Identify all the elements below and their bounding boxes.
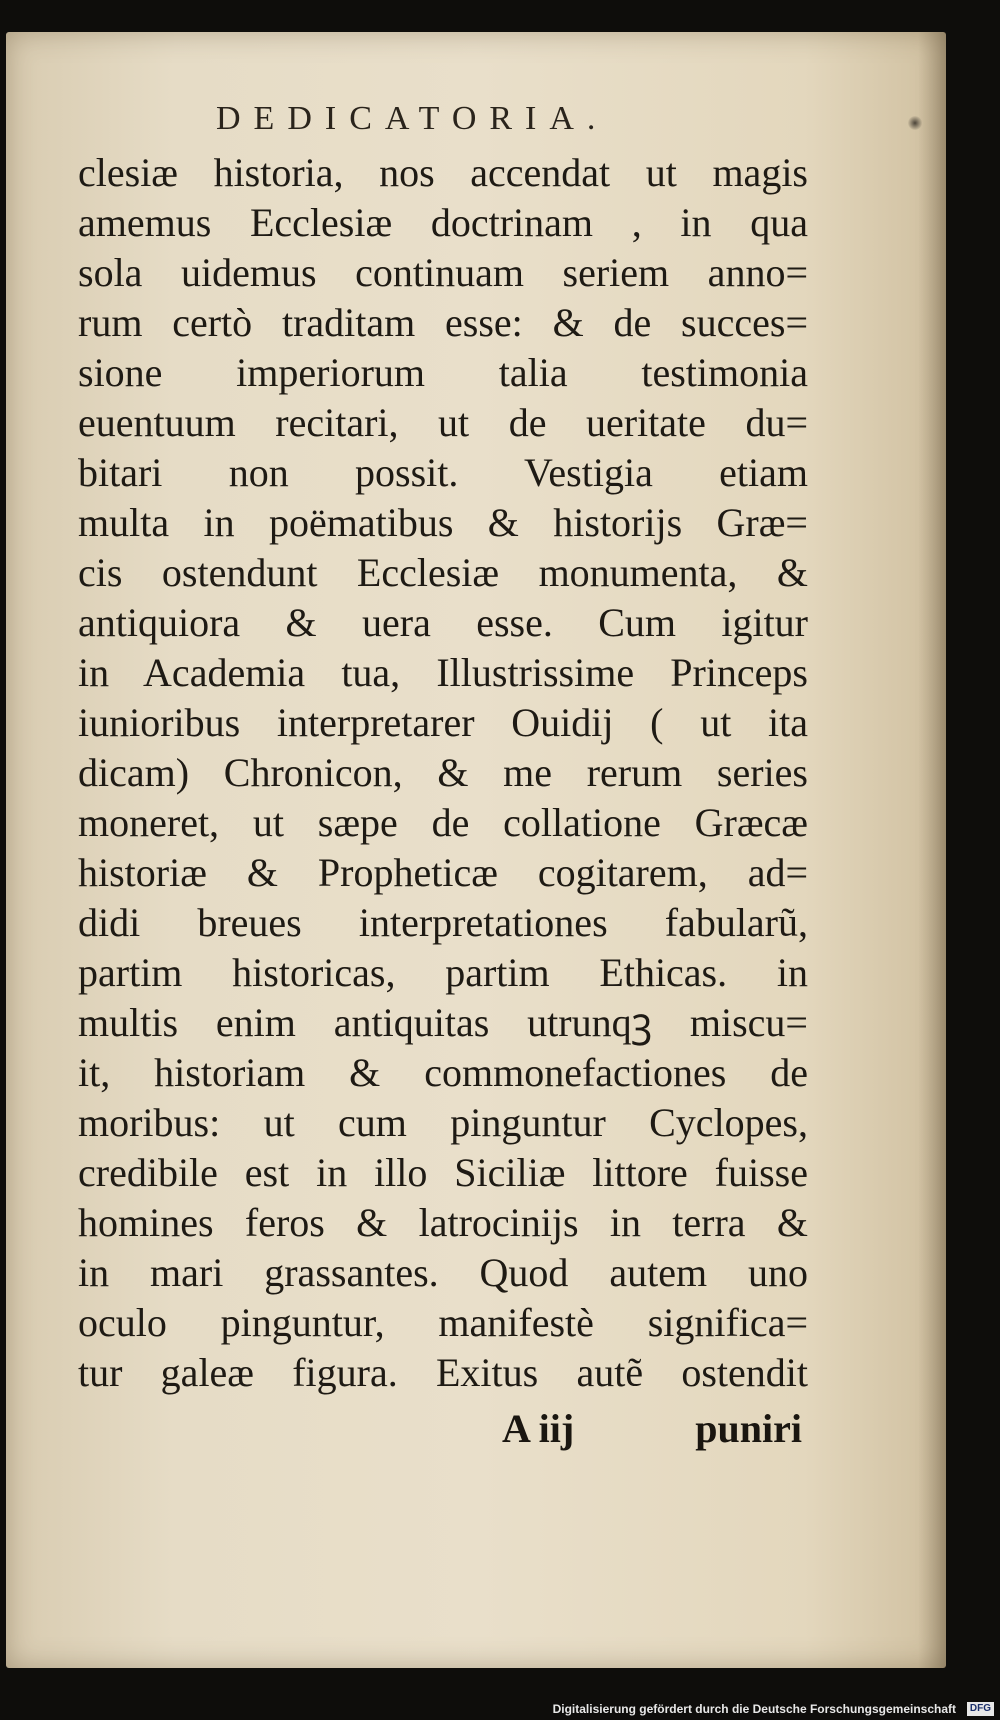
text-line: moneret, ut sæpe de collatione Græcæ: [78, 800, 808, 845]
text-line: clesiæ historia, nos accendat ut magis: [78, 150, 808, 195]
text-line: cis ostendunt Ecclesiæ monumenta, &: [78, 550, 808, 595]
dfg-logo-icon: DFG: [967, 1702, 994, 1716]
text-line: moribus: ut cum pinguntur Cyclopes,: [78, 1100, 808, 1145]
text-line: euentuum recitari, ut de ueritate du=: [78, 400, 808, 445]
text-line: oculo pinguntur, manifestè significa=: [78, 1300, 808, 1345]
text-line: amemus Ecclesiæ doctrinam , in qua: [78, 200, 808, 245]
text-line: didi breues interpretationes fabularũ,: [78, 900, 808, 945]
text-line: rum certò traditam esse: & de succes=: [78, 300, 808, 345]
text-line: credibile est in illo Siciliæ littore fuisse: [78, 1150, 808, 1195]
text-line: bitari non possit. Vestigia etiam: [78, 450, 808, 495]
text-line: in Academia tua, Illustrissime Princeps: [78, 650, 808, 695]
text-line: in mari grassantes. Quod autem uno: [78, 1250, 808, 1295]
text-line: historiæ & Propheticæ cogitarem, ad=: [78, 850, 808, 895]
running-head: DEDICATORIA.: [216, 100, 609, 137]
text-line: it, historiam & commonefactiones de: [78, 1050, 808, 1095]
text-block: [78, 148, 808, 1398]
digitization-credit: Digitalisierung gefördert durch die Deutsche Forschungsgemeinschaft: [552, 1702, 956, 1716]
text-line: antiquiora & uera esse. Cum igitur: [78, 600, 808, 645]
catchword: puniri: [695, 1406, 802, 1451]
text-line: sola uidemus continuam seriem anno=: [78, 250, 808, 295]
text-line: multis enim antiquitas utrunqꝫ miscu=: [78, 1000, 808, 1045]
ink-speck: [908, 116, 922, 130]
text-line: dicam) Chronicon, & me rerum series: [78, 750, 808, 795]
text-line: iunioribus interpretarer Ouidij ( ut ita: [78, 700, 808, 745]
text-line: tur galeæ figura. Exitus autẽ ostendit: [78, 1350, 808, 1395]
text-line: homines feros & latrocinijs in terra &: [78, 1200, 808, 1245]
text-line: partim historicas, partim Ethicas. in: [78, 950, 808, 995]
signature-mark: A iij: [502, 1406, 575, 1451]
footer-bar: [0, 1698, 1000, 1720]
text-line: sione imperiorum talia testimonia: [78, 350, 808, 395]
text-line: multa in poëmatibus & historijs Græ=: [78, 500, 808, 545]
book-page: [6, 32, 946, 1668]
